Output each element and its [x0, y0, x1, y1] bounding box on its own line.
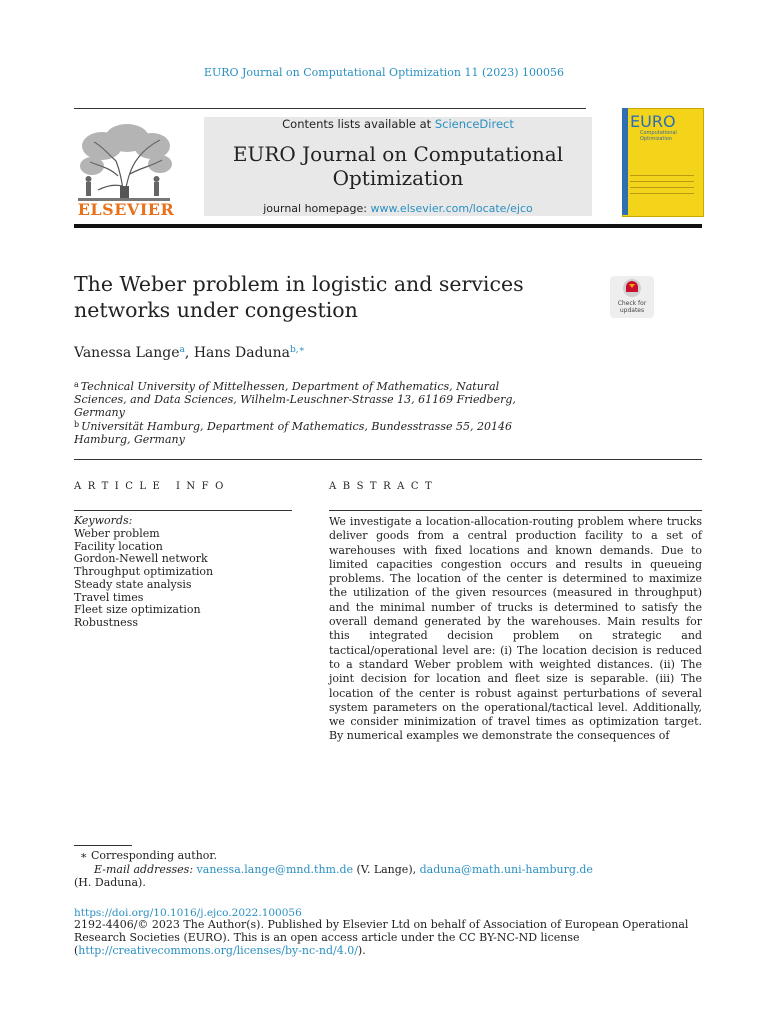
keywords-block [74, 515, 304, 630]
elsevier-wordmark: ELSEVIER [77, 200, 175, 219]
homepage-link[interactable]: www.elsevier.com/locate/ejco [370, 202, 533, 215]
check-for-updates-line2: updates [619, 307, 645, 314]
abstract-body: We investigate a location-allocation-routing problem where trucks deliver goods from a central production facility to a set of warehouses with fixed locations and known demands. Due to limited capacities congestion occurs and results in queueing problems. The location of the center is determined to maximize the utilization of the given resources (measured in throughput) and the minimal number of trucks is determined to satisfy the overall demand generated by the warehouses. Main results for this integrated decision problem on strategic and tactical/operational level are: (i) The location decision is reduced to a standard Weber problem with weighted distances. (ii) The joint decision for location and fleet size is separable. (iii) The location of the center is robust against perturbations of several system parameters on the operational/tactical level. Additionally, we consider minimization of travel times as optimization target. By numerical examples we demonstrate the consequences of [329, 515, 702, 743]
email-lange-link[interactable]: vanessa.lange@mnd.thm.de [196, 862, 354, 876]
author-list [74, 345, 305, 361]
affiliation-a-text: Technical University of Mittelhessen, Department of Mathematics, Natural Sciences, and Data Sciences, Wilhelm-Leuschner-Strasse 13, 61169 Friedberg, Germany [74, 380, 516, 419]
affiliation-a-mark: a [74, 380, 79, 389]
check-for-updates-icon [622, 278, 642, 298]
article-title [74, 271, 574, 323]
license-close: ). [357, 944, 366, 957]
keywords-heading: Keywords: [74, 514, 133, 527]
license-link[interactable]: http://creativecommons.org/licenses/by-nc-nd/4.0/ [78, 944, 358, 957]
email-label: E-mail addresses: [94, 862, 194, 876]
corresponding-author-note [74, 849, 702, 863]
footnote-block [74, 849, 702, 890]
keyword-item: Fleet size optimization [74, 603, 201, 617]
email-lange-owner: (V. Lange), [353, 862, 420, 876]
keyword-item: Facility location [74, 539, 163, 553]
running-header[interactable]: EURO Journal on Computational Optimization 11 (2023) 100056 [203, 66, 565, 79]
cover-lines [630, 175, 694, 199]
article-title-line2: networks under congestion [74, 298, 358, 322]
author-lange: Vanessa Lange [74, 345, 180, 361]
contents-available [204, 117, 592, 131]
author-separator: , [184, 345, 194, 361]
affiliation-b [74, 418, 544, 446]
license-text [74, 918, 714, 957]
email-daduna-owner: (H. Daduna). [74, 876, 146, 889]
cover-band [622, 108, 628, 215]
author-lange-affiliation[interactable]: a [179, 345, 185, 355]
license-body: 2192-4406/© 2023 The Author(s). Published by Elsevier Ltd on behalf of Association of European Operational Research Societies (EURO). This is an open access article under the CC BY-NC-ND license ( [74, 918, 689, 957]
header-rule [74, 108, 586, 109]
journal-homepage [204, 202, 592, 215]
corresponding-author-text: Corresponding author. [90, 849, 217, 862]
section-rule [74, 459, 702, 460]
abstract-heading: ABSTRACT [329, 481, 439, 492]
keyword-item: Weber problem [74, 526, 160, 540]
homepage-prefix: journal homepage: [263, 202, 371, 215]
keyword-item: Steady state analysis [74, 577, 192, 591]
article-title-line1: The Weber problem in logistic and services [74, 272, 524, 296]
article-info-rule [74, 510, 292, 511]
abstract-rule [329, 510, 702, 511]
author-daduna: Hans Daduna [193, 345, 290, 361]
article-info-heading: ARTICLE INFO [74, 481, 230, 492]
keyword-item: Travel times [74, 590, 144, 604]
sciencedirect-link[interactable]: ScienceDirect [434, 117, 514, 131]
keyword-item: Throughput optimization [74, 565, 214, 578]
keyword-item: Robustness [74, 616, 138, 629]
author-daduna-affiliation[interactable]: b,∗ [289, 345, 305, 355]
masthead-rule [74, 224, 702, 228]
affiliation-a [74, 378, 544, 419]
affiliation-b-text: Universität Hamburg, Department of Mathematics, Bundesstrasse 55, 20146 Hamburg, Germany [74, 420, 512, 446]
footnote-star: ∗ [80, 849, 88, 862]
footnote-rule [74, 845, 132, 846]
check-for-updates-label [610, 300, 654, 314]
journal-title-line2: Optimization [332, 166, 464, 190]
affiliation-b-mark: b [74, 420, 80, 429]
journal-title-line1: EURO Journal on Computational [232, 142, 564, 166]
cover-euro-word: EURO [630, 112, 676, 131]
doi-link[interactable]: https://doi.org/10.1016/j.ejco.2022.100056 [74, 907, 302, 919]
contents-prefix: Contents lists available at [282, 117, 435, 131]
journal-title [204, 142, 592, 190]
cover-subtitle: Computational Optimization [640, 130, 677, 142]
email-line [74, 863, 702, 877]
email-daduna-link[interactable]: daduna@math.uni-hamburg.de [419, 862, 593, 876]
keyword-item: Gordon-Newell network [74, 552, 208, 566]
check-for-updates-line1: Check for [617, 300, 647, 307]
